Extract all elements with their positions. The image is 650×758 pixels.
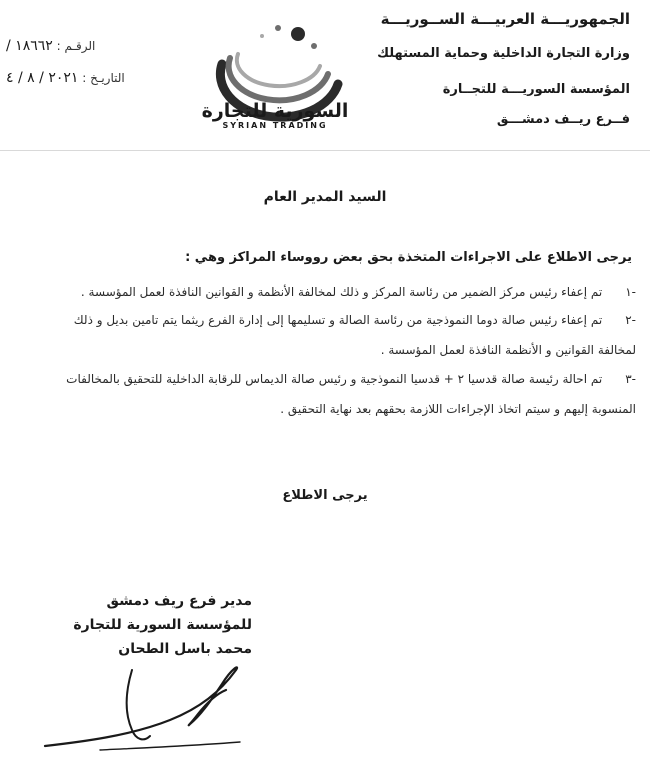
header-branch: فــرع ريــف دمشـــق	[496, 112, 630, 127]
reference-value: ١٨٦٦٢ /	[6, 38, 53, 54]
item-number: -١	[625, 285, 636, 299]
signatory-name: محمد باسل الطحان	[118, 641, 252, 657]
salutation: السيد المدير العام	[263, 189, 387, 205]
date-value: ٢٠٢١ / ٨ / ٤	[6, 70, 79, 86]
item-number: -٢	[625, 313, 636, 327]
item-line: المنسوبة إليهم و سيتم اتخاذ الإجراءات اللازمة بحقهم بعد نهاية التحقيق .	[280, 402, 636, 416]
item-line: -٣ تم احالة رئيسة صالة قدسيا ٢ + قدسيا النموذجية و رئيس صالة الديماس للرقابة الداخلية للتحقيق بالمخالفات	[0, 368, 636, 390]
header-divider	[0, 150, 650, 151]
list-item	[16, 281, 636, 303]
logo-arabic-text: السورية للتجارة	[201, 100, 349, 122]
list-item	[0, 368, 636, 420]
letter-date	[6, 70, 125, 86]
item-line: -١ تم إعفاء رئيس مركز الضمير من رئاسة المركز و ذلك لمخالفة الأنظمة و القوانين النافذة لعمل المؤسسة .	[16, 281, 636, 303]
header-country: الجمهوريـــة العربيـــة الســوريـــة	[380, 10, 630, 28]
item-line: لمخالفة القوانين و الأنظمة النافذة لعمل المؤسسة .	[380, 343, 636, 357]
reference-label: الرقـم :	[56, 39, 96, 53]
signatory-organization: للمؤسسة السورية للتجارة	[73, 617, 252, 633]
reference-number	[6, 38, 95, 54]
header-organization: المؤسسة السوريـــة للتجــارة	[442, 82, 630, 97]
intro-paragraph: يرجى الاطلاع على الاجراءات المتخذة بحق بعض رووساء المراكز وهي :	[185, 250, 632, 265]
closing-line: يرجى الاطلاع	[282, 488, 368, 503]
date-label: التاريـخ :	[82, 71, 125, 85]
item-line: -٢ تم إعفاء رئيس صالة دوما النموذجية من رئاسة الصالة و تسليمها إلى إدارة الفرع ريثما يتم تامين بديل و ذلك	[0, 309, 636, 331]
signatory-title: مدير فرع ريف دمشق	[106, 593, 252, 609]
handwritten-signature	[40, 650, 270, 755]
list-item	[0, 309, 636, 361]
logo-english-text: SYRIAN TRADING	[222, 121, 328, 130]
item-number: -٣	[625, 372, 636, 386]
header-ministry: وزارة التجارة الداخلية وحماية المستهلك	[377, 46, 630, 61]
